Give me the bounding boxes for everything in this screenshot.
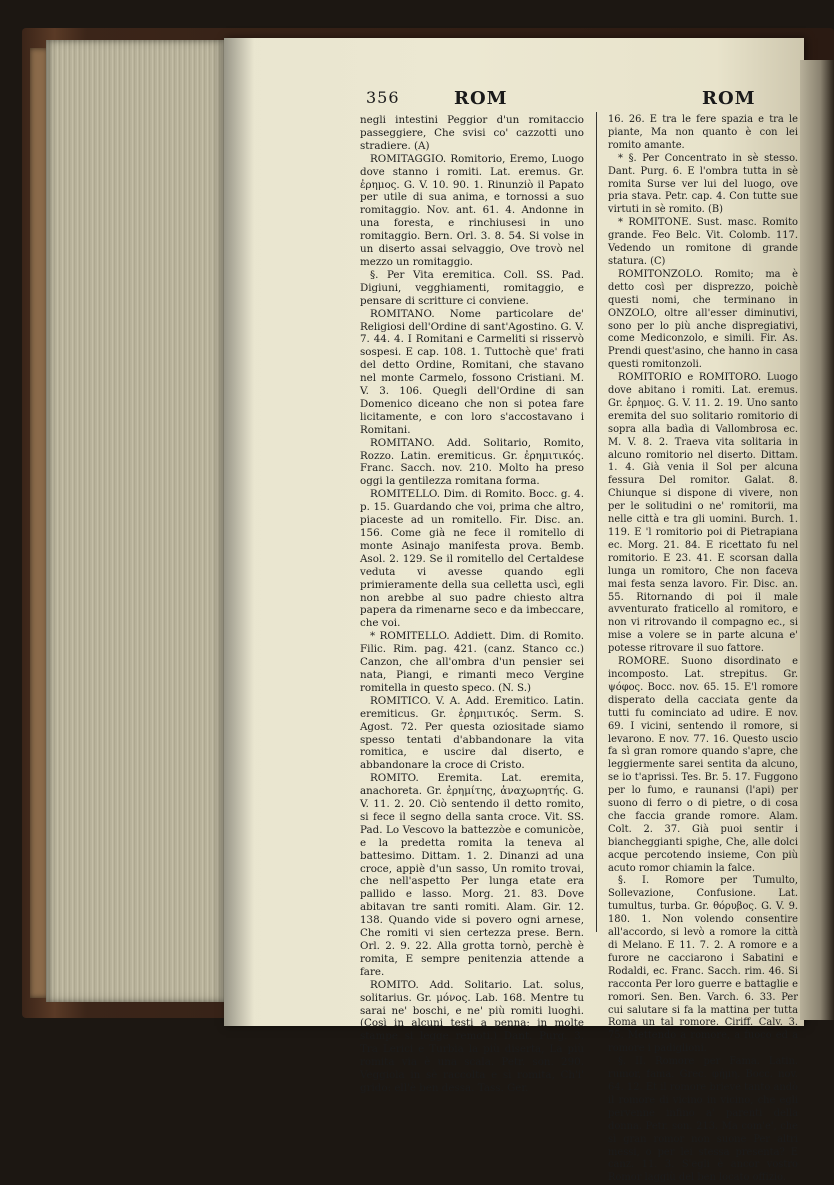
entry-paragraph: ROMITORIO e ROMITORO. Luogo dove abitano i romiti. Lat. eremus. Gr. ἐρημος. G. V. 11. 2. 19. Uno santo eremita del suo solitario romitorio di sopra alla badìa di Vallombrosa ec. M. V. 8. 2. Traeva vita solitaria in alcuno romitorio nel diserto. Dittam. 1. 4. Già venia il Sol per alcuna fessura Del romitor. Galat. 8. Chiunque si dispone di vivere, non per le solitudini o ne' romitorii, ma nelle città e tra gli uomini. Burch. 1. 119. E 'l romitorio poi di Pietrapiana ec. Morg. 21. 84. E ricettato fu nel romitorio. E 23. 41. E scorsan dalla lunga un romitoro, Che non faceva mai festa senza lavoro. Fir. Disc. an. 55. Ritornando di poi il male avventurato fraticello al romitoro, e non vi ritrovando il compagno ec., si mise a volere se in parte alcuna e' potesse ritrovare il suo fattore.: [608, 372, 798, 655]
entry-paragraph: * ROMITELLO. Addiett. Dim. di Romito. Filic. Rim. pag. 421. (canz. Stanco cc.) Canzon, che all'ombra d'un pensier sei nata, Piangi, e rimanti meco Vergine romitella in questo speco. (N. S.): [360, 630, 584, 694]
page-gutter-shadow: [224, 38, 254, 1026]
entry-paragraph: ROMITANO. Add. Solitario, Romito, Rozzo. Latin. eremiticus. Gr. ἐρημιτικός. Franc. Sacch. nov. 210. Molto ha preso oggi la gentilezza romitana forma.: [360, 436, 584, 488]
entry-paragraph: §. II. Romore per Fama. Latin. rumor, fama. Grec. φήμη. Bocc. nov. 64. 12. Et il romore brieve tanto andò il romore di vicino in vicino, che egli pervenne infino a' parenti della donna. Petr. son. 213. Ma com'e', che sì gran romor non suone Per altri messi, o per lei stessa presenta? E canz. 11. 3. S'egli è ancor vostro Romor laggiù del ben locato offizio.: [608, 1056, 798, 1184]
page-number: 356: [366, 88, 400, 107]
entry-paragraph: §. I. Romore per Tumulto, Sollevazione, Confusione. Lat. tumultus, turba. Gr. θόρυβος. G. V. 9. 180. 1. Non volendo consentire all'accordo, si levò a romore la città di Melano. E 11. 7. 2. A romore e a furore ne cacciarono i Sabatini e Rodaldi, ec. Franc. Sacch. rim. 46. Si racconta Per loro guerre e battaglie e romori. Sen. Ben. Varch. 6. 33. Per cui salutare si fa la mattina per tutta Roma un tal romore. Ciriff. Calv. 3. 75. Mettendo a romore, a fuoco ed a romore i padiglioni.: [608, 875, 798, 1055]
entry-paragraph: ROMITONZOLO. Romito; ma è detto così per disprezzo, poichè questi nomi, che terminano in ONZOLO, oltre all'esser diminutivi, sono per lo più anche dispregiativi, come Mediconzolo, e simili. Fir. As. Prendi quest'asino, che hanno in casa questi romitonzoli.: [608, 268, 798, 371]
entry-paragraph: negli intestini Peggior d'un romitaccio passeggiere, Che svisi co' cazzotti uno stradiere. (A): [360, 114, 584, 152]
entry-paragraph: §. Per Vita eremitica. Coll. SS. Pad. Digiuni, vegghiamenti, romitaggio, e pensare di scritture ci conviene.: [360, 268, 584, 307]
page-stack-edge: [46, 40, 226, 1002]
entry-paragraph: * §. Per Concentrato in sè stesso. Dant. Purg. 6. E l'ombra tutta in sè romita Surse ver lui del luogo, ove pria stava. Petr. cap. 4. Con tutte sue virtuti in sè romito. (B): [608, 152, 798, 216]
column-divider: [596, 112, 597, 932]
entry-paragraph: ROMITO. Eremita. Lat. eremita, anachoreta. Gr. ἐρημίτης, ἀναχωρητής. G. V. 11. 2. 20. Ciò sentendo il detto romito, si fece il segno della santa croce. Vit. SS. Pad. Lo Vescovo la battezzòe e comunicòe, e la predetta romita la teneva al battesimo. Dittam. 1. 2. Dinanzi ad una croce, appiè d'un sasso, Un romito trovai, che nell'aspetto Per lunga etate era pallido e lasso. Morg. 21. 83. Dove abitavan tre santi romiti. Alam. Gir. 12. 138. Quando vide si povero ogni arnese, Che romiti vi sien certezza prese. Bern. Orl. 2. 9. 22. Alla grotta tornò, perchè è romita, E sempre penitenzia attende a fare.: [360, 772, 584, 978]
entry-paragraph: ROMORE. Suono disordinato e incomposto. Lat. strepitus. Gr. ψόφος. Bocc. nov. 65. 15. E'l romore disperato della cacciata gente da tutti fu cominciato ad udire. E nov. 69. I vicini, sentendo il romore, si levarono. E nov. 77. 16. Questo uscio fa sì gran romore quando s'apre, che leggiermente sarei sentita da alcuno, se io t'aprissi. Tes. Br. 5. 17. Fuggono per lo fumo, e raunansi (l'api) per suono di ferro o di pietre, o di cosa che faccia grande romore. Alam. Colt. 2. 37. Già puoi sentir i biancheggianti spighe, Che, alle dolci acque percotendo insieme, Con più acuto romor chiamin la falce.: [608, 656, 798, 874]
entry-paragraph: ROMITICO. V. A. Add. Eremitico. Latin. eremiticus. Gr. ἐρημιτικός. Serm. S. Agost. 72. Per questa oziositade siamo spesso tentati d'abbandonare la vita romitica, e uscire dal diserto, e abbandonare la croce di Cristo.: [360, 694, 584, 772]
entry-paragraph: ROMITAGGIO. Romitorio, Eremo, Luogo dove stanno i romiti. Lat. eremus. Gr. ἐρημος. G. V. 10. 90. 1. Rinunziò il Papato per utile di sua anima, e tornossi a suo romitaggio. Nov. ant. 61. 4. Andonne in una foresta, e rinchiusesi in uno romitaggio. Bern. Orl. 3. 8. 54. Si volse in un diserto assai selvaggio, Ove trovò nel mezzo un romitaggio.: [360, 152, 584, 268]
entry-paragraph: * ROMITONE. Sust. masc. Romito grande. Feo Belc. Vit. Colomb. 117. Vedendo un romitone di grande statura. (C): [608, 217, 798, 267]
entry-paragraph: ROMITELLO. Dim. di Romito. Bocc. g. 4. p. 15. Guardando che voi, prima che altro, piaceste ad un romitello. Fir. Disc. an. 156. Come già ne fece il romitello di monte Asinajo manifesta prova. Bemb. Asol. 2. 129. Se il romitello del Certaldese veduta vi avesse quando egli primieramente della sua celletta uscì, egli non arebbe al suo padre chiesto altra papera da rimenarne seco e da imbeccare, che voi.: [360, 488, 584, 630]
entry-paragraph: 16. 26. E tra le fere spazia e tra le piante, Ma non quanto è con lei romito amante.: [608, 114, 798, 151]
text-column-left: [360, 114, 584, 1094]
running-head-left: ROM: [454, 88, 508, 109]
entry-paragraph: ROMITO. Add. Solitario. Lat. solus, solitarius. Gr. μόνος. Lab. 168. Mentre tu sarai ne' boschi, e ne' più romiti luoghi. (Così in alcuni testi a penna; in molte stampe si legge remoti.) Dant. Purg. 3. Tra Lerici e Turbìa la più diserta, La più romita via è una scala. Petr. son. 290. Veggiola in sè raccolta e sì romita, Ch'i' grido: ell'è ben dessa. Tass. Ger.: [360, 978, 584, 1094]
text-column-right: [608, 114, 798, 1184]
entry-paragraph: ROMITANO. Nome particolare de' Religiosi dell'Ordine di sant'Agostino. G. V. 7. 44. 4. I Romitani e Carmeliti si risservò sospesi. E cap. 108. 1. Tuttochè que' frati del detto Ordine, Romitani, che stavano nel monte Carmelo, fossono Cristiani. M. V. 3. 106. Quegli dell'Ordine di san Domenico diceano che non si potea fare licitamente, e con loro s'accostavano i Romitani.: [360, 307, 584, 436]
facing-page-edge: [800, 60, 834, 1020]
running-head-right: ROM: [702, 88, 756, 109]
